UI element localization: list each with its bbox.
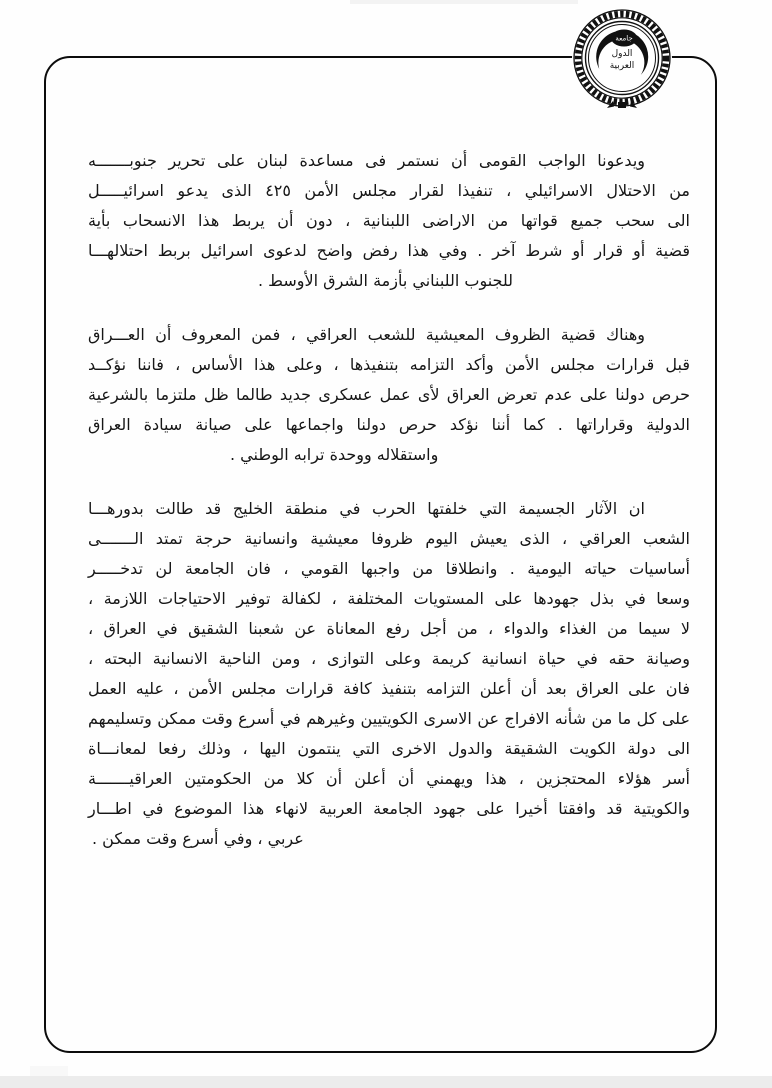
- text-line: على كل ما من شأنه الافراج عن الاسرى الكويتيين وغيرهم في أسرع وقت ممكن وتسليمهم: [88, 709, 690, 728]
- emblem-calligraphy-top: جامعة: [615, 34, 633, 43]
- text-line: وصيانة حقه في حياة انسانية كريمة وعلى التوازى ، ومن الناحية الانسانية البحته ،: [88, 649, 690, 668]
- text-line: ان الآثار الجسيمة التي خلفتها الحرب في منطقة الخليج قد طالت بدورهـــا: [88, 499, 645, 518]
- text-line: واستقلاله ووحدة ترابه الوطني .: [230, 445, 439, 464]
- text-line: للجنوب اللبناني بأزمة الشرق الأوسط .: [258, 271, 514, 290]
- document-body: [88, 146, 690, 878]
- text-line: لا سيما من الغذاء والدواء ، من أجل رفع المعاناة عن شعبنا الشقيق في العراق ،: [88, 619, 690, 638]
- text-line: فان على العراق بعد أن أعلن التزامه بتنفيذ كافة قرارات مجلس الأمن ، عليه العمل: [88, 679, 690, 698]
- text-line: الدولية وقراراتها . كما أننا نؤكد حرص دولنا واجماعها على صيانة سيادة العراق: [88, 415, 690, 434]
- text-line: عربي ، وفي أسرع وقت ممكن .: [92, 829, 304, 848]
- text-line: أساسيات حياته اليومية . وانطلاقا من واجبها القومي ، فان الجامعة لن تدخـــــر: [88, 559, 690, 578]
- scan-artifact-notch: [30, 1066, 68, 1076]
- paragraph-iraq-living-conditions: [88, 320, 690, 470]
- text-line: وهناك قضية الظروف المعيشية للشعب العراقي ، فمن المعروف أن العـــراق: [88, 325, 645, 344]
- text-line: والكويتية قد وافقتا أخيرا على جهود الجامعة العربية لانهاء هذا الموضوع في اطـــار: [88, 799, 690, 818]
- text-line: الشعب العراقي ، الذى يعيش اليوم ظروفا معيشية وانسانية حرجة تمتد الـــــــى: [88, 529, 690, 548]
- text-line: من الاحتلال الاسرائيلي ، تنفيذا لقرار مجلس الأمن ٤٢٥ الذى يدعو اسرائيـــــل: [88, 181, 691, 200]
- paragraph-gulf-war-aftermath: [88, 494, 690, 854]
- paragraph-lebanon-resolution-425: [88, 146, 690, 296]
- text-line: الى دولة الكويت الشقيقة والدول الاخرى التي ينتمون اليها ، وذلك رفعا لمعانـــاة: [88, 739, 690, 758]
- text-line: ويدعونا الواجب القومى أن نستمر فى مساعدة لبنان على تحرير جنوبـــــــه: [88, 151, 645, 170]
- arab-league-emblem-icon: [570, 6, 674, 110]
- text-line: أسر هؤلاء المحتجزين ، هذا ويهمني أن أعلن أن كلا من الحكومتين العراقيـــــــة: [88, 769, 690, 788]
- emblem-calligraphy-middle: الدول: [611, 49, 633, 59]
- emblem-calligraphy-bottom: العربية: [609, 61, 635, 71]
- text-line: قضية أو قرار أو شرط آخر . وفي هذا رفض واضح لدعوى اسرائيل بربط احتلالهـــا: [88, 241, 690, 260]
- text-line: وسعا في بذل جهودها على المستويات المختلفة ، لكفالة توفير الاحتياجات اللازمة ،: [88, 589, 690, 608]
- scan-artifact-top: [350, 0, 578, 4]
- scan-artifact-bottom: [0, 1076, 772, 1088]
- text-line: قبل قرارات مجلس الأمن وأكد التزامه بتنفيذها ، وعلى هذا الأساس ، فاننا نؤكــد: [88, 355, 690, 374]
- text-line: حرص دولنا على عدم تعرض العراق لأى عمل عسكرى جديد طالما ظل ملتزما بالشرعية: [88, 385, 690, 404]
- text-line: الى سحب جميع قواتها من الاراضى اللبنانية ، دون أن يربط هذا الانسحاب بأية: [88, 211, 690, 230]
